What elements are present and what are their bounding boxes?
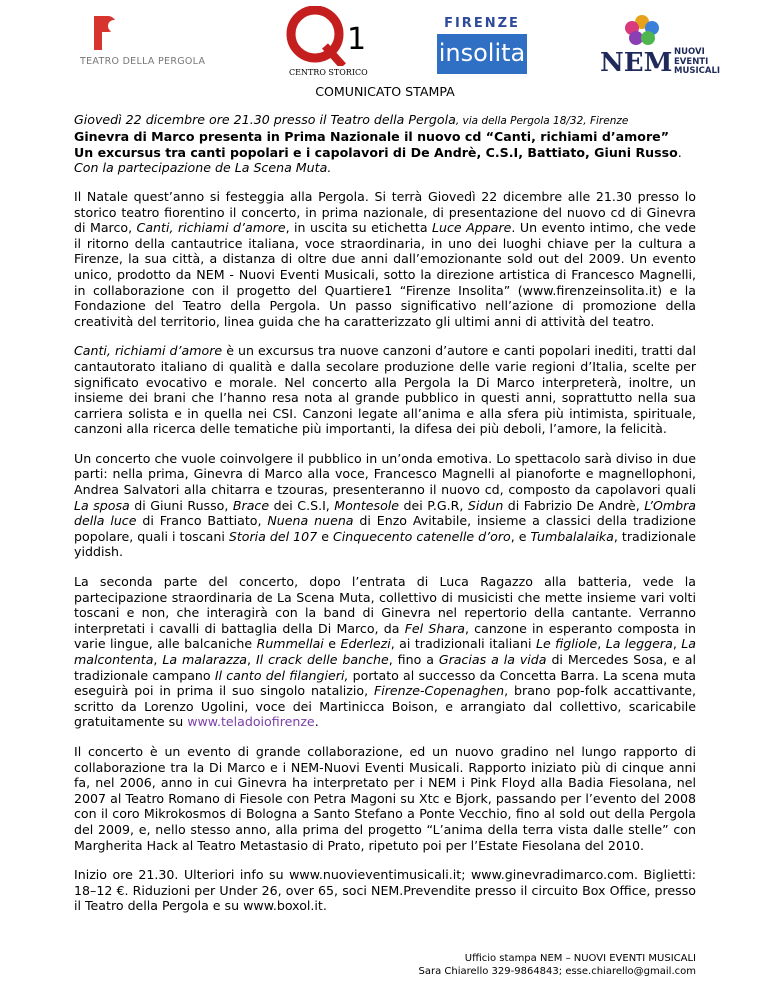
- pergola-logo-text: TEATRO DELLA PERGOLA: [80, 56, 206, 67]
- p3-song: Tumbalalaika: [530, 528, 614, 544]
- p4-song: Rummellai: [256, 636, 324, 652]
- p1-text-a: Il Natale quest’anno si festeggia alla Pergola. Si terrà Giovedì 22 dicembre alle 21.30 presso lo storico teatro fiorentino il concerto, in prima nazionale, di presentazione del nuovo cd di Ginevra di Marco,: [74, 188, 696, 236]
- paragraph-1: [74, 189, 696, 329]
- nem-flower-icon: [612, 8, 672, 52]
- p4-d: , ai tradizionali italiani: [390, 636, 536, 652]
- nem-logo: [600, 8, 720, 80]
- logo-strip: [0, 0, 768, 92]
- p4-e: ,: [597, 636, 606, 652]
- p3-song: L’Ombra della luce: [74, 497, 697, 529]
- p3-g: di Enzo Avitabile, insieme a classici della tradizione popolare, quali i toscani: [74, 513, 696, 544]
- firenze-word: FIRENZE: [444, 16, 520, 31]
- teladoiofirenze-link[interactable]: www.teladoiofirenze: [187, 714, 315, 730]
- p4-song: Il canto del filangieri,: [214, 667, 349, 683]
- p1-text-b: , in uscita su etichetta: [285, 220, 432, 236]
- q1-centro-storico-logo: [285, 6, 380, 80]
- footer-line-1: Ufficio stampa NEM – NUOVI EVENTI MUSICALI: [464, 953, 696, 964]
- p4-song: Ederlezi: [340, 636, 391, 652]
- event-address: via della Pergola 18/32, Firenze: [462, 114, 629, 127]
- p3-a: Un concerto che vuole coinvolgere il pubblico in un’onda emotiva. Lo spettacolo sarà diviso in due parti: nella prima, Ginevra di Marco alla voce, Francesco Magnelli al pianoforte e magnellophoni, Andrea Salvatori alla chitarra e tzouras, presenteranno il nuovo cd, composto da capolavori quali: [74, 450, 696, 498]
- p4-n: , brano pop-folk accattivante, scritto da Lorenzo Ugolini, voce dei Martinicca Boison, e arrangiato dal collettivo, scaricabile gratuitamente su: [74, 683, 696, 730]
- p3-f: di Franco Battiato,: [136, 513, 268, 529]
- footer-line-2: Sara Chiarello 329-9864843; esse.chiarello@gmail.com: [418, 966, 696, 977]
- p4-song: Fel Shara: [404, 620, 465, 636]
- p3-song: La sposa: [74, 497, 130, 513]
- nem-line3: MUSICALI: [674, 66, 721, 76]
- paragraph-4: [74, 574, 696, 730]
- insolita-box: [437, 34, 527, 74]
- p4-m: portato al successo da Concetta Barra. La scena muta eseguirà poi in prima il suo singolo natalizio,: [74, 667, 696, 699]
- paragraph-6: Inizio ore 21.30. Ulteriori info su www.nuovieventimusicali.it; www.ginevradimarco.com. Biglietti: 18–12 €. Riduzioni per Under 26, over 65, soci NEM.Prevendite presso il circuito Box Office, presso il Teatro della Pergola e su www.boxol.it.: [74, 867, 696, 914]
- p4-c: e: [323, 636, 341, 652]
- event-date: Giovedì 22 dicembre ore 21.30 presso il Teatro della Pergola: [74, 111, 456, 127]
- p4-f: ,: [672, 636, 682, 652]
- p3-h: e: [317, 528, 334, 544]
- p3-song: Storia del 107: [228, 528, 318, 544]
- p3-song: Brace: [232, 497, 270, 513]
- p4-song: Le figliole: [535, 636, 598, 652]
- press-office-footer: [419, 952, 696, 978]
- p1-label: Luce Appare: [432, 220, 512, 236]
- p4-g: ,: [153, 652, 163, 667]
- p4-a: La seconda parte del concerto, dopo l’entrata di Luca Ragazzo alla batteria, vede la partecipazione straordinaria de La Scena Muta, collettivo di musicisti che mette insieme vari volti toscani e non, che interagirà con la band di Ginevra nel repertorio della cantante. Verranno interpretati i cavalli di battaglia della Di Marco, da: [74, 574, 696, 636]
- p3-song: Cinquecento catenelle d’oro: [333, 528, 511, 544]
- nem-letters: NEM: [600, 48, 673, 78]
- insolita-word: insolita: [438, 39, 526, 67]
- p4-song: Firenze-Copenaghen: [373, 683, 505, 699]
- title-line-2: Un excursus tra canti popolari e i capolavori di De Andrè, C.S.I, Battiato, Giuni Russo: [74, 144, 678, 160]
- p3-song: Montesole: [334, 497, 400, 513]
- paragraph-3: [74, 451, 696, 560]
- p4-k: , fino a: [388, 652, 439, 667]
- p3-c: dei C.S.I,: [269, 497, 335, 513]
- p4-l: di Mercedes Sosa, e al tradizionale campano: [74, 652, 696, 683]
- p3-song: Nuena nuena: [267, 513, 354, 529]
- nem-words: [674, 48, 720, 77]
- p4-song: La leggera: [605, 636, 673, 652]
- p1-cd-title: Canti, richiami d’amore: [136, 220, 286, 236]
- press-release: [74, 84, 696, 928]
- nem-line2: EVENTI: [674, 56, 709, 67]
- p2-cd-title: Canti, richiami d’amore: [74, 343, 223, 359]
- p3-song: Sidun: [467, 497, 504, 513]
- p3-j: , tradizionale yiddish.: [74, 528, 696, 560]
- title-line-1: Ginevra di Marco presenta in Prima Nazionale il nuovo cd “Canti, richiami d’amore”: [74, 129, 669, 145]
- p4-song: Il crack delle banche: [255, 652, 389, 667]
- p3-i: , e: [510, 528, 531, 544]
- paragraph-2: [74, 343, 696, 437]
- p4-b: , canzone in esperanto composta in varie lingue, alle balcaniche: [74, 620, 696, 652]
- p4-song: La malcontenta: [74, 636, 697, 667]
- p4-song: Gracias a la vida: [438, 652, 547, 667]
- firenze-insolita-logo: [437, 16, 527, 74]
- q1-digit: 1: [347, 22, 367, 57]
- participation-line: Con la partecipazione de La Scena Muta.: [74, 160, 332, 176]
- nem-line1: NUOVI: [674, 47, 705, 57]
- p3-e: di Fabrizio De Andrè,: [503, 497, 645, 513]
- p3-d: dei P.G.R,: [399, 497, 468, 513]
- p2-text: è un excursus tra nuove canzoni d’autore e canti popolari inediti, tratti dal cantautorato italiano di qualità e dalla secolare produzione delle varie regioni d’Italia, scelte per significato evocativo e morale. Nel concerto alla Pergola la Di Marco interpreterà, inoltre, un insieme dei brani che l’hanno resa nota al grande pubblico in questi anni, soprattutto nella sua carriera solista e in quella nei CSI. Canzoni legate all’anima e alla sfera più intimista, spirituale, canzoni alla ricerca delle tematiche più importanti, la difesa dei più deboli, l’amore, la felicità.: [74, 343, 696, 437]
- intro-block: Giovedì 22 dicembre ore 21.30 presso il Teatro della Pergola, via della Pergola 18/32, Firenze Ginevra di Marco presenta in Prima Nazionale il nuovo cd “Canti, richiami d’amore” Un excursus tra canti popolari e i capolavori di De Andrè, C.S.I, Battiato, Giuni Russo. Con la partecipazione de La Scena Muta.: [74, 111, 682, 176]
- document-heading: COMUNICATO STAMPA: [315, 84, 455, 99]
- p4-o: .: [314, 714, 319, 730]
- paragraph-5: Il concerto è un evento di grande collaborazione, ed un nuovo gradino nel lungo rapporto di collaborazione tra la Di Marco e i NEM-Nuovi Eventi Musicali. Rapporto iniziato più di cinque anni fa, nel 2006, anno in cui Ginevra ha interpretato per i NEM i Pink Floyd alla Badia Fiesolana, nel 2007 al Teatro Romano di Fiesole con Petra Magoni su Xtc e Bjork, passando per l’evento del 2008 con il coro Mikrokosmos di Bologna a Santo Stefano a Ponte Vecchio, fino al sold out della Pergola del 2009, e, nello stesso anno, alla prima del progetto “L’anima della terra vista dalle stelle” con Margherita Hack al Teatro Metastasio di Prato, ripetuto poi per l’Estate Fiesolana del 2010.: [74, 743, 696, 853]
- p3-b: di Giuni Russo,: [129, 497, 233, 513]
- p1-text-c: . Un evento intimo, che vede il ritorno della cantautrice italiana, voce straordinaria, in uno dei luoghi chiave per la cultura a Firenze, la sua città, a distanza di oltre due anni dall’emozionante sold out del 2009. Un evento unico, prodotto da NEM - Nuovi Eventi Musicali, sotto la direzione artistica di Francesco Magnelli, in collaborazione con il progetto del Quartiere1 “Firenze Insolita” (www.firenzeinsolita.it) e la Fondazione del Teatro della Pergola. Un passo significativo nell’azione di promozione della creatività del territorio, linea guida che ha caratterizzato gli ultimi anni di attività del teatro.: [74, 220, 696, 329]
- p4-song: La malarazza: [162, 652, 248, 667]
- teatro-pergola-logo: [80, 14, 206, 70]
- p4-h: ,: [247, 652, 256, 667]
- q1-caption: CENTRO STORICO: [289, 68, 368, 77]
